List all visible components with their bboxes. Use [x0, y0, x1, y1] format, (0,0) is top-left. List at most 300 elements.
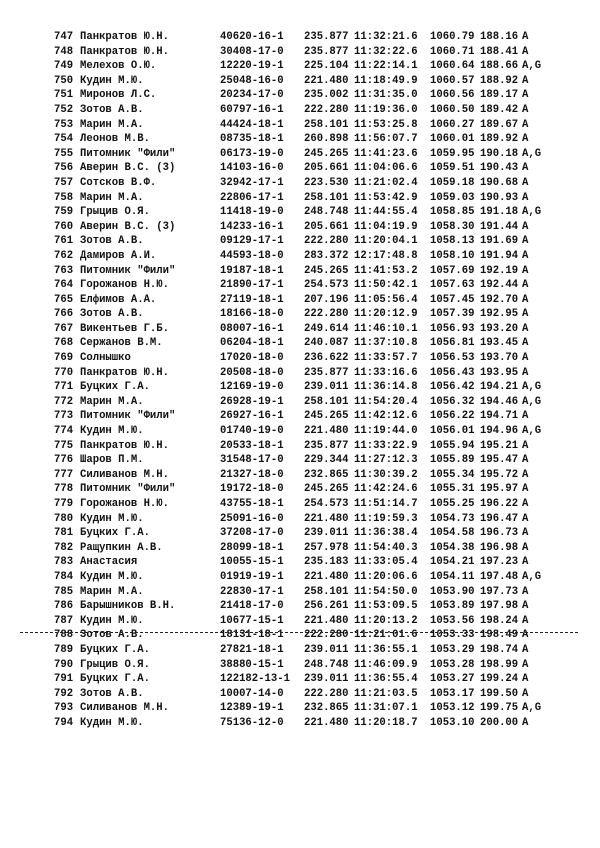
table-row — [54, 555, 552, 570]
cell-name: Грыцив О.Я. — [80, 206, 150, 219]
table-row — [54, 439, 552, 454]
cell-score: 188.16 — [480, 31, 519, 43]
cell-speed: 1054.58 — [430, 527, 475, 540]
cell-flag: A,G — [522, 381, 542, 394]
cell-dist: 248.748 — [304, 658, 349, 671]
cell-time: 12:17:48.8 — [354, 249, 418, 262]
cell-flag: A,G — [522, 395, 542, 408]
cell-num: 772 — [54, 395, 74, 408]
cell-code: 44593-18-0 — [220, 249, 284, 262]
table-row — [54, 205, 552, 220]
cell-num: 771 — [54, 381, 74, 394]
cell-flag: A — [522, 366, 529, 379]
cell-num: 751 — [54, 89, 74, 102]
cell-num: 756 — [54, 162, 74, 175]
cell-dist: 239.011 — [304, 381, 349, 394]
cell-name: Панкратов Ю.Н. — [80, 439, 170, 452]
cell-time: 11:19:44.0 — [354, 425, 418, 438]
cell-dist: 223.530 — [304, 176, 349, 189]
cell-flag: A — [522, 410, 529, 423]
cell-flag: A — [522, 279, 529, 292]
cell-name: Питомник "Фили" — [80, 264, 176, 277]
cell-score: 196.98 — [480, 541, 519, 554]
cell-score: 197.23 — [480, 556, 519, 569]
cell-speed: 1053.29 — [430, 643, 475, 656]
cell-time: 11:20:12.9 — [354, 308, 418, 321]
cell-time: 11:53:25.8 — [354, 118, 418, 131]
cell-speed: 1060.27 — [430, 118, 475, 131]
cell-dist: 239.011 — [304, 673, 349, 686]
cell-name: Кудин М.Ю. — [80, 614, 144, 627]
cell-speed: 1053.17 — [430, 687, 475, 700]
cell-code: 32942-17-1 — [220, 176, 284, 189]
cell-dist: 235.002 — [304, 89, 349, 102]
cell-speed: 1057.69 — [430, 264, 475, 277]
cell-speed: 1060.57 — [430, 74, 475, 87]
cell-score: 192.44 — [480, 279, 519, 292]
cell-score: 194.71 — [480, 410, 519, 423]
cell-name: Миронов Л.С. — [80, 89, 157, 102]
cell-code: 12389-19-1 — [220, 702, 284, 715]
results-table — [54, 30, 552, 731]
cell-dist: 222.280 — [304, 629, 349, 642]
cell-time: 11:54:40.3 — [354, 541, 418, 554]
cell-num: 755 — [54, 147, 74, 160]
cell-speed: 1054.38 — [430, 541, 475, 554]
cell-num: 749 — [54, 60, 74, 73]
cell-num: 793 — [54, 702, 74, 715]
cell-flag: A — [522, 162, 529, 175]
table-row — [54, 74, 552, 89]
cell-dist: 256.261 — [304, 600, 349, 613]
cell-speed: 1059.95 — [430, 147, 475, 160]
cell-speed: 1060.56 — [430, 89, 475, 102]
cell-name: Ращупкин А.В. — [80, 541, 163, 554]
cell-score: 188.92 — [480, 74, 519, 87]
cell-score: 194.21 — [480, 381, 519, 394]
cell-score: 190.18 — [480, 147, 519, 160]
cell-time: 11:50:42.1 — [354, 279, 418, 292]
cell-time: 11:05:56.4 — [354, 293, 418, 306]
table-row — [54, 161, 552, 176]
dashed-separator — [20, 632, 578, 633]
table-row — [54, 307, 552, 322]
cell-score: 192.95 — [480, 308, 519, 321]
cell-score: 190.68 — [480, 176, 519, 189]
cell-num: 763 — [54, 264, 74, 277]
cell-flag: A — [522, 541, 529, 554]
cell-speed: 1056.42 — [430, 381, 475, 394]
cell-score: 197.48 — [480, 570, 519, 583]
cell-name: Кудин М.Ю. — [80, 425, 144, 438]
cell-dist: 239.011 — [304, 643, 349, 656]
cell-flag: A — [522, 716, 529, 729]
cell-code: 09129-17-1 — [220, 235, 284, 248]
cell-code: 14233-16-1 — [220, 220, 284, 233]
cell-name: Елфимов А.А. — [80, 293, 157, 306]
cell-code: 22806-17-1 — [220, 191, 284, 204]
cell-speed: 1057.45 — [430, 293, 475, 306]
table-row — [54, 132, 552, 147]
cell-num: 787 — [54, 614, 74, 627]
cell-code: 08735-18-1 — [220, 133, 284, 146]
cell-flag: A — [522, 74, 529, 87]
cell-score: 198.49 — [480, 629, 519, 642]
table-row — [54, 599, 552, 614]
cell-name: Зотов А.В. — [80, 235, 144, 248]
cell-flag: A — [522, 103, 529, 116]
cell-speed: 1053.12 — [430, 702, 475, 715]
table-row — [54, 541, 552, 556]
cell-score: 191.94 — [480, 249, 519, 262]
cell-score: 189.42 — [480, 103, 519, 116]
cell-num: 774 — [54, 425, 74, 438]
cell-flag: A — [522, 687, 529, 700]
cell-name: Анастасия — [80, 556, 138, 569]
cell-name: Буцких Г.А. — [80, 673, 150, 686]
cell-dist: 222.280 — [304, 308, 349, 321]
cell-flag: A,G — [522, 425, 542, 438]
table-row — [54, 424, 552, 439]
cell-num: 757 — [54, 176, 74, 189]
cell-flag: A — [522, 468, 529, 481]
cell-speed: 1053.90 — [430, 585, 475, 598]
cell-flag: A,G — [522, 60, 542, 73]
cell-num: 773 — [54, 410, 74, 423]
cell-speed: 1059.18 — [430, 176, 475, 189]
cell-dist: 245.265 — [304, 483, 349, 496]
cell-code: 31548-17-0 — [220, 454, 284, 467]
cell-name: Зотов А.В. — [80, 308, 144, 321]
cell-dist: 221.480 — [304, 425, 349, 438]
cell-dist: 258.101 — [304, 585, 349, 598]
cell-dist: 258.101 — [304, 395, 349, 408]
cell-flag: A — [522, 45, 529, 58]
cell-time: 11:54:20.4 — [354, 395, 418, 408]
table-row — [54, 701, 552, 716]
cell-num: 783 — [54, 556, 74, 569]
cell-score: 195.47 — [480, 454, 519, 467]
table-row — [54, 264, 552, 279]
cell-score: 199.24 — [480, 673, 519, 686]
cell-speed: 1055.31 — [430, 483, 475, 496]
cell-score: 193.20 — [480, 322, 519, 335]
table-row — [54, 453, 552, 468]
cell-name: Марин М.А. — [80, 395, 144, 408]
cell-dist: 207.196 — [304, 293, 349, 306]
cell-time: 11:46:09.9 — [354, 658, 418, 671]
cell-code: 37208-17-0 — [220, 527, 284, 540]
cell-flag: A,G — [522, 147, 542, 160]
cell-code: 60797-16-1 — [220, 103, 284, 116]
cell-code: 20533-18-1 — [220, 439, 284, 452]
table-row — [54, 526, 552, 541]
cell-code: 75136-12-0 — [220, 716, 284, 729]
cell-num: 750 — [54, 74, 74, 87]
cell-speed: 1056.32 — [430, 395, 475, 408]
cell-num: 747 — [54, 31, 74, 43]
table-row — [54, 176, 552, 191]
cell-num: 784 — [54, 570, 74, 583]
cell-name: Панкратов Ю.Н. — [80, 366, 170, 379]
cell-dist: 205.661 — [304, 220, 349, 233]
cell-flag: A,G — [522, 702, 542, 715]
cell-flag: A — [522, 585, 529, 598]
cell-time: 11:41:53.2 — [354, 264, 418, 277]
cell-name: Сержанов В.М. — [80, 337, 163, 350]
cell-time: 11:37:10.8 — [354, 337, 418, 350]
cell-name: Силиванов М.Н. — [80, 468, 170, 481]
cell-name: Марин М.А. — [80, 585, 144, 598]
table-row — [54, 249, 552, 264]
cell-flag: A — [522, 556, 529, 569]
cell-num: 781 — [54, 527, 74, 540]
cell-time: 11:31:35.0 — [354, 89, 418, 102]
cell-dist: 205.661 — [304, 162, 349, 175]
cell-flag: A — [522, 352, 529, 365]
cell-dist: 222.280 — [304, 103, 349, 116]
cell-name: Буцких Г.А. — [80, 527, 150, 540]
cell-code: 38880-15-1 — [220, 658, 284, 671]
cell-code: 10055-15-1 — [220, 556, 284, 569]
cell-time: 11:04:06.6 — [354, 162, 418, 175]
cell-time: 11:51:14.7 — [354, 498, 418, 510]
cell-flag: A — [522, 249, 529, 262]
table-row — [54, 293, 552, 308]
cell-dist: 221.480 — [304, 512, 349, 525]
cell-name: Зотов А.В. — [80, 103, 144, 116]
cell-time: 11:36:55.1 — [354, 643, 418, 656]
cell-speed: 1053.56 — [430, 614, 475, 627]
table-row — [54, 191, 552, 206]
cell-name: Мелехов О.Ю. — [80, 60, 157, 73]
cell-num: 752 — [54, 103, 74, 116]
cell-code: 01919-19-1 — [220, 570, 284, 583]
cell-num: 782 — [54, 541, 74, 554]
cell-dist: 235.183 — [304, 556, 349, 569]
cell-speed: 1060.71 — [430, 45, 475, 58]
cell-name: Кудин М.Ю. — [80, 570, 144, 583]
cell-score: 197.98 — [480, 600, 519, 613]
cell-dist: 235.877 — [304, 366, 349, 379]
cell-speed: 1056.53 — [430, 352, 475, 365]
table-row — [54, 147, 552, 162]
cell-name: Горожанов Н.Ю. — [80, 498, 170, 510]
cell-time: 11:53:09.5 — [354, 600, 418, 613]
cell-flag: A — [522, 600, 529, 613]
cell-score: 199.50 — [480, 687, 519, 700]
cell-flag: A — [522, 483, 529, 496]
cell-speed: 1058.30 — [430, 220, 475, 233]
cell-speed: 1059.03 — [430, 191, 475, 204]
cell-dist: 239.011 — [304, 527, 349, 540]
cell-name: Силиванов М.Н. — [80, 702, 170, 715]
cell-score: 190.93 — [480, 191, 519, 204]
cell-num: 767 — [54, 322, 74, 335]
cell-time: 11:20:04.1 — [354, 235, 418, 248]
cell-flag: A — [522, 454, 529, 467]
cell-dist: 235.877 — [304, 45, 349, 58]
cell-dist: 222.280 — [304, 235, 349, 248]
cell-flag: A — [522, 322, 529, 335]
cell-flag: A — [522, 293, 529, 306]
table-row — [54, 497, 552, 512]
cell-num: 765 — [54, 293, 74, 306]
cell-code: 27821-18-1 — [220, 643, 284, 656]
cell-time: 11:18:49.9 — [354, 74, 418, 87]
cell-code: 06204-18-1 — [220, 337, 284, 350]
cell-num: 754 — [54, 133, 74, 146]
cell-score: 193.95 — [480, 366, 519, 379]
cell-dist: 258.101 — [304, 191, 349, 204]
cell-score: 195.72 — [480, 468, 519, 481]
cell-flag: A — [522, 658, 529, 671]
cell-num: 777 — [54, 468, 74, 481]
cell-score: 196.47 — [480, 512, 519, 525]
cell-name: Грыцив О.Я. — [80, 658, 150, 671]
cell-num: 778 — [54, 483, 74, 496]
cell-num: 780 — [54, 512, 74, 525]
cell-time: 11:44:55.4 — [354, 206, 418, 219]
cell-name: Зотов А.В. — [80, 629, 144, 642]
cell-speed: 1053.33 — [430, 629, 475, 642]
cell-speed: 1053.10 — [430, 716, 475, 729]
cell-speed: 1060.79 — [430, 31, 475, 43]
cell-time: 11:56:07.7 — [354, 133, 418, 146]
cell-speed: 1056.93 — [430, 322, 475, 335]
cell-time: 11:33:16.6 — [354, 366, 418, 379]
cell-score: 189.92 — [480, 133, 519, 146]
cell-code: 10007-14-0 — [220, 687, 284, 700]
cell-name: Аверин В.С. (3) — [80, 162, 176, 175]
cell-time: 11:46:10.1 — [354, 322, 418, 335]
cell-dist: 249.614 — [304, 322, 349, 335]
table-row — [54, 366, 552, 381]
cell-flag: A — [522, 264, 529, 277]
cell-time: 11:19:36.0 — [354, 103, 418, 116]
cell-code: 19172-18-0 — [220, 483, 284, 496]
table-row — [54, 482, 552, 497]
cell-code: 20508-18-0 — [220, 366, 284, 379]
cell-name: Питомник "Фили" — [80, 410, 176, 423]
cell-dist: 232.865 — [304, 702, 349, 715]
cell-dist: 229.344 — [304, 454, 349, 467]
cell-code: 21327-18-0 — [220, 468, 284, 481]
cell-speed: 1053.28 — [430, 658, 475, 671]
cell-num: 768 — [54, 337, 74, 350]
table-row — [54, 585, 552, 600]
cell-speed: 1060.01 — [430, 133, 475, 146]
cell-code: 40620-16-1 — [220, 31, 284, 43]
cell-code: 21418-17-0 — [220, 600, 284, 613]
table-row — [54, 88, 552, 103]
cell-score: 197.73 — [480, 585, 519, 598]
cell-dist: 236.622 — [304, 352, 349, 365]
table-row — [54, 278, 552, 293]
table-row — [54, 614, 552, 629]
cell-name: Горожанов Н.Ю. — [80, 279, 170, 292]
cell-time: 11:36:14.8 — [354, 381, 418, 394]
cell-name: Буцких Г.А. — [80, 381, 150, 394]
cell-speed: 1058.85 — [430, 206, 475, 219]
cell-flag: A — [522, 89, 529, 102]
cell-dist: 240.087 — [304, 337, 349, 350]
cell-dist: 225.104 — [304, 60, 349, 73]
cell-speed: 1055.25 — [430, 498, 475, 510]
cell-code: 18131-18-1 — [220, 629, 284, 642]
cell-dist: 283.372 — [304, 249, 349, 262]
cell-flag: A — [522, 31, 529, 43]
cell-score: 193.45 — [480, 337, 519, 350]
cell-dist: 258.101 — [304, 118, 349, 131]
cell-time: 11:20:13.2 — [354, 614, 418, 627]
cell-flag: A — [522, 614, 529, 627]
cell-name: Аверин В.С. (3) — [80, 220, 176, 233]
cell-name: Солнышко — [80, 352, 131, 365]
cell-flag: A — [522, 118, 529, 131]
cell-score: 189.67 — [480, 118, 519, 131]
cell-num: 789 — [54, 643, 74, 656]
cell-dist: 221.480 — [304, 716, 349, 729]
cell-speed: 1057.63 — [430, 279, 475, 292]
cell-name: Питомник "Фили" — [80, 483, 176, 496]
cell-score: 195.97 — [480, 483, 519, 496]
cell-speed: 1053.89 — [430, 600, 475, 613]
cell-flag: A — [522, 498, 529, 510]
cell-name: Панкратов Ю.Н. — [80, 31, 170, 43]
cell-code: 22830-17-1 — [220, 585, 284, 598]
cell-num: 790 — [54, 658, 74, 671]
table-row — [54, 30, 552, 45]
cell-time: 11:33:57.7 — [354, 352, 418, 365]
table-row — [54, 468, 552, 483]
cell-speed: 1055.89 — [430, 454, 475, 467]
cell-time: 11:32:22.6 — [354, 45, 418, 58]
cell-name: Сотсков В.Ф. — [80, 176, 157, 189]
cell-speed: 1056.43 — [430, 366, 475, 379]
cell-score: 194.46 — [480, 395, 519, 408]
cell-flag: A — [522, 220, 529, 233]
cell-score: 196.73 — [480, 527, 519, 540]
cell-score: 190.43 — [480, 162, 519, 175]
cell-score: 195.21 — [480, 439, 519, 452]
cell-score: 198.99 — [480, 658, 519, 671]
cell-time: 11:21:01.6 — [354, 629, 418, 642]
cell-dist: 245.265 — [304, 410, 349, 423]
cell-num: 758 — [54, 191, 74, 204]
table-row — [54, 234, 552, 249]
table-row — [54, 59, 552, 74]
table-row — [54, 118, 552, 133]
cell-flag: A — [522, 235, 529, 248]
cell-code: 30408-17-0 — [220, 45, 284, 58]
cell-flag: A — [522, 512, 529, 525]
cell-flag: A,G — [522, 206, 542, 219]
cell-code: 08007-16-1 — [220, 322, 284, 335]
cell-time: 11:41:23.6 — [354, 147, 418, 160]
cell-speed: 1056.01 — [430, 425, 475, 438]
cell-flag: A — [522, 629, 529, 642]
cell-num: 748 — [54, 45, 74, 58]
cell-speed: 1058.10 — [430, 249, 475, 262]
cell-num: 769 — [54, 352, 74, 365]
table-row — [54, 380, 552, 395]
cell-name: Шаров П.М. — [80, 454, 144, 467]
cell-flag: A — [522, 643, 529, 656]
cell-score: 192.19 — [480, 264, 519, 277]
cell-score: 193.70 — [480, 352, 519, 365]
cell-score: 194.96 — [480, 425, 519, 438]
